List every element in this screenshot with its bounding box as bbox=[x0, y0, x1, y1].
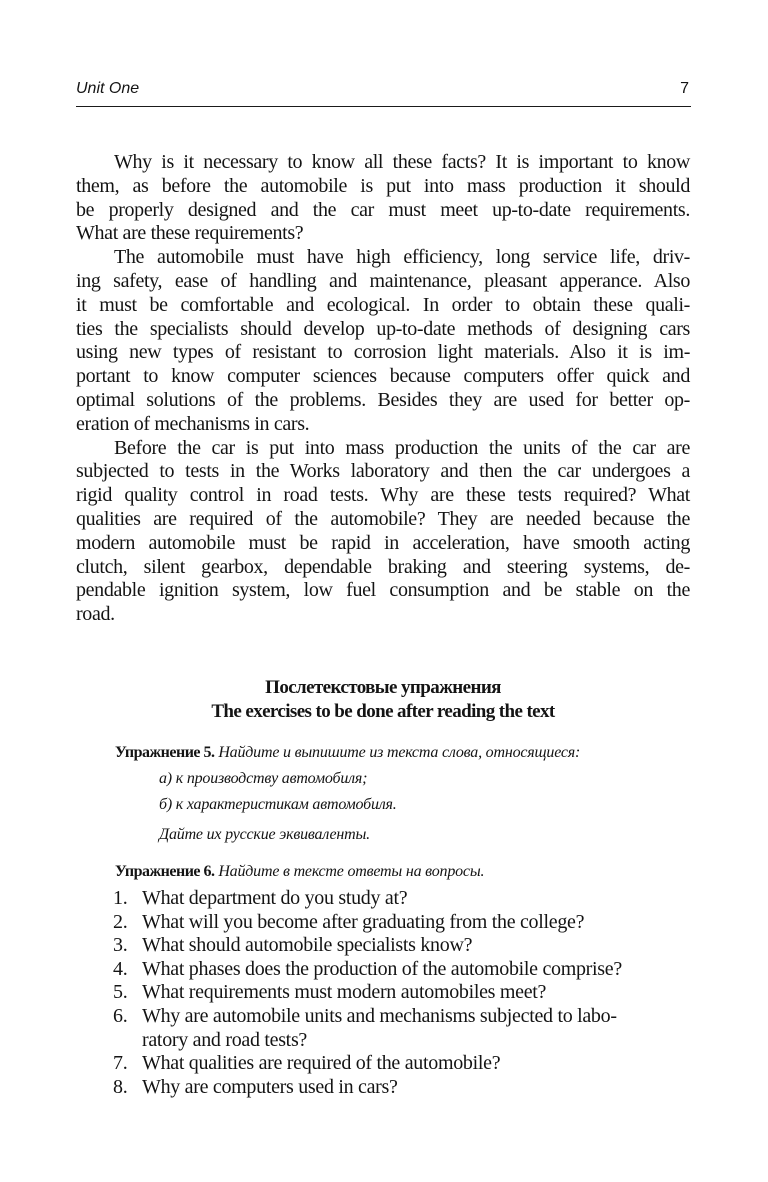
exercise-header bbox=[115, 739, 580, 766]
exercise-label: Упражнение 6. bbox=[115, 863, 215, 880]
question-item bbox=[113, 958, 693, 982]
question-number: 8. bbox=[113, 1075, 128, 1098]
question-number: 1. bbox=[113, 887, 128, 909]
question-text: What department do you study at? bbox=[142, 887, 408, 909]
question-text: Why are computers used in cars? bbox=[142, 1075, 398, 1098]
text-line: pendable ignition system, low fuel consumption and be stable on the bbox=[76, 579, 690, 602]
question-text: What requirements must modern automobiles meet? bbox=[142, 981, 547, 1004]
page-header bbox=[76, 80, 691, 107]
exercise-5 bbox=[115, 739, 580, 848]
text-line: modern automobile must be rapid in acceleration, have smooth acting bbox=[76, 531, 690, 554]
exercise-note: Дайте их русские эквиваленты. bbox=[159, 826, 370, 843]
question-item bbox=[113, 934, 693, 958]
text-line: portant to know computer sciences because computers offer quick and bbox=[76, 365, 690, 388]
question-item bbox=[113, 911, 693, 935]
exercise-6 bbox=[115, 858, 484, 885]
exercise-sub-item: б) к характеристикам автомобиля. bbox=[159, 796, 397, 813]
question-text: What phases does the production of the automobile comprise? bbox=[142, 957, 622, 980]
exercise-instruction: Найдите в тексте ответы на вопросы. bbox=[218, 863, 485, 880]
question-number: 5. bbox=[113, 981, 128, 1004]
main-text bbox=[76, 151, 690, 627]
section-title-ru: Послетекстовые упражнения bbox=[265, 677, 501, 698]
text-line: using new types of resistant to corrosion light materials. Also it is im- bbox=[76, 341, 690, 364]
question-item bbox=[113, 887, 693, 911]
text-line: be properly designed and the car must meet up-to-date requirements. bbox=[76, 198, 690, 221]
question-number: 6. bbox=[113, 1004, 128, 1027]
text-line: ties the specialists should develop up-to-date methods of designing cars bbox=[76, 317, 690, 340]
question-text: Why are automobile units and mechanisms subjected to labo- bbox=[142, 1004, 617, 1027]
text-line: eration of mechanisms in cars. bbox=[76, 412, 310, 435]
text-line: subjected to tests in the Works laboratory and then the car undergoes a bbox=[76, 460, 690, 483]
exercise-sub-item: а) к производству автомобиля; bbox=[159, 770, 368, 787]
text-line: What are these requirements? bbox=[76, 222, 304, 245]
page-number: 7 bbox=[680, 80, 689, 97]
text-line: The automobile must have high efficiency, long service life, driv- bbox=[114, 246, 690, 269]
text-line: it must be comfortable and ecological. In order to obtain these quali- bbox=[76, 293, 690, 316]
paragraph bbox=[76, 151, 690, 246]
question-number: 4. bbox=[113, 957, 128, 980]
text-line: optimal solutions of the problems. Besides they are used for better op- bbox=[76, 388, 690, 411]
running-title: Unit One bbox=[76, 80, 140, 97]
question-text: What will you become after graduating from the college? bbox=[142, 910, 585, 933]
question-item bbox=[113, 1052, 693, 1076]
paragraph bbox=[76, 437, 690, 627]
text-line: Why is it necessary to know all these facts? It is important to know bbox=[114, 151, 690, 173]
section-heading bbox=[76, 676, 690, 724]
question-text-continuation: ratory and road tests? bbox=[142, 1028, 308, 1051]
text-line: ing safety, ease of handling and maintenance, pleasant apperance. Also bbox=[76, 269, 690, 292]
question-list bbox=[113, 887, 693, 1099]
text-line: them, as before the automobile is put into mass production it should bbox=[76, 174, 690, 197]
text-line: road. bbox=[76, 603, 115, 626]
question-item bbox=[113, 1005, 693, 1052]
exercise-header bbox=[115, 858, 484, 885]
text-line: clutch, silent gearbox, dependable braking and steering systems, de- bbox=[76, 555, 690, 578]
question-item bbox=[113, 1076, 693, 1100]
paragraph bbox=[76, 246, 690, 436]
question-number: 3. bbox=[113, 934, 128, 957]
text-line: rigid quality control in road tests. Why are these tests required? What bbox=[76, 484, 690, 507]
question-text: What should automobile specialists know? bbox=[142, 934, 473, 957]
exercise-instruction: Найдите и выпишите из текста слова, относящиеся: bbox=[218, 744, 581, 761]
question-text: What qualities are required of the automobile? bbox=[142, 1052, 501, 1075]
exercise-label: Упражнение 5. bbox=[115, 744, 215, 761]
text-line: qualities are required of the automobile? They are needed because the bbox=[76, 507, 690, 530]
question-number: 2. bbox=[113, 910, 128, 933]
section-title-en: The exercises to be done after reading the text bbox=[211, 701, 555, 722]
text-line: Before the car is put into mass production the units of the car are bbox=[114, 436, 690, 459]
question-item bbox=[113, 981, 693, 1005]
question-number: 7. bbox=[113, 1052, 128, 1075]
